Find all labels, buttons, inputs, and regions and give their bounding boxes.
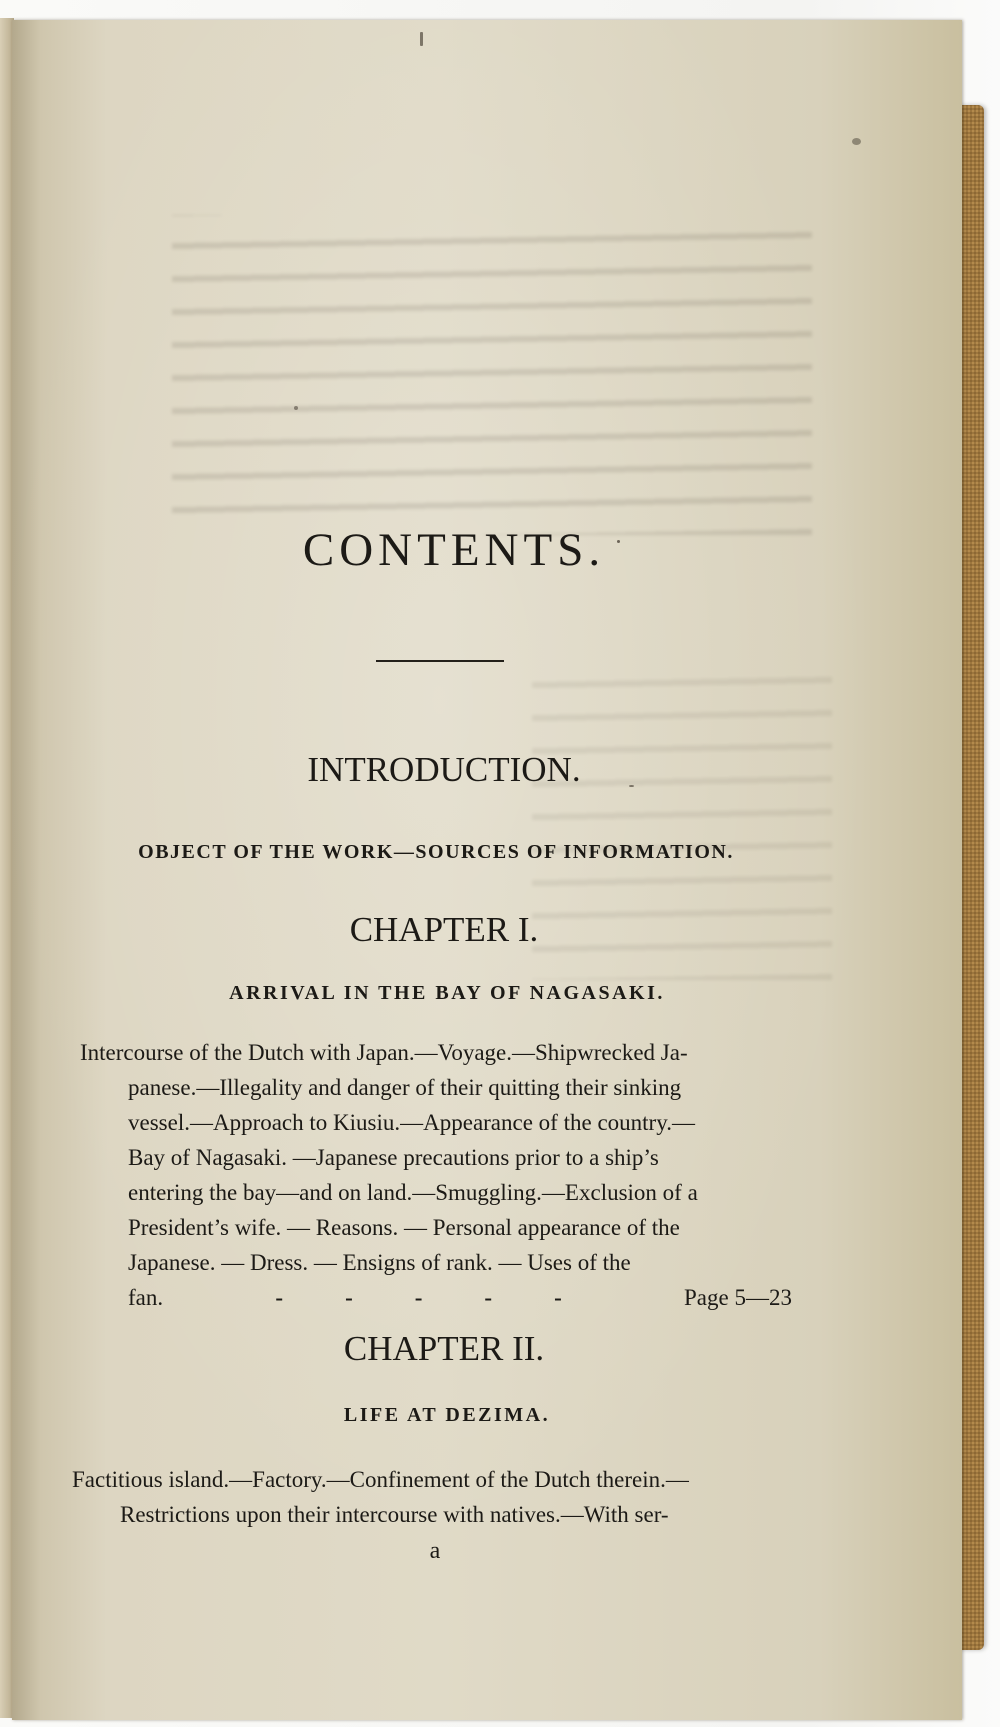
summary-line: Japanese. — Dress. — Ensigns of rank. — Uses of the bbox=[128, 1250, 631, 1275]
signature-mark: a bbox=[429, 1538, 441, 1564]
summary-line: Intercourse of the Dutch with Japan.—Voyage.—Shipwrecked Ja- bbox=[80, 1040, 688, 1065]
summary-line: Bay of Nagasaki. —Japanese precautions prior to a ship’s bbox=[128, 1145, 659, 1170]
paper-speck bbox=[852, 138, 861, 145]
summary-line: entering the bay—and on land.—Smuggling.—Exclusion of a bbox=[128, 1180, 698, 1205]
leader-dash: - bbox=[554, 1285, 562, 1310]
paper-speck bbox=[294, 406, 298, 410]
title-rule bbox=[376, 660, 504, 662]
chapter-2-summary bbox=[72, 1462, 792, 1532]
chapter-2-subheading: LIFE AT DEZIMA. bbox=[343, 1404, 551, 1426]
chapter-1-subheading: ARRIVAL IN THE BAY OF NAGASAKI. bbox=[229, 982, 665, 1004]
summary-last-line bbox=[80, 1280, 792, 1315]
bleed-through-texture bbox=[172, 215, 812, 535]
leader-dash: - bbox=[484, 1285, 493, 1310]
introduction-subheading: OBJECT OF THE WORK—SOURCES OF INFORMATION. bbox=[138, 841, 734, 863]
page-reference: Page 5—23 bbox=[684, 1285, 792, 1310]
chapter-1-heading: CHAPTER I. bbox=[349, 910, 539, 949]
leader-dash: - bbox=[345, 1285, 353, 1310]
chapter-2-heading: CHAPTER II. bbox=[343, 1329, 545, 1368]
summary-line: vessel.—Approach to Kiusiu.—Appearance of the country.— bbox=[128, 1110, 695, 1135]
chapter-1-summary bbox=[80, 1035, 792, 1315]
summary-line: Factitious island.—Factory.—Confinement of the Dutch therein.— bbox=[72, 1467, 689, 1492]
leader-dash: - bbox=[414, 1285, 423, 1310]
introduction-heading: INTRODUCTION. bbox=[307, 750, 581, 789]
dot-leaders bbox=[275, 1280, 561, 1315]
summary-line: President’s wife. — Reasons. — Personal appearance of the bbox=[128, 1215, 680, 1240]
summary-line: Restrictions upon their intercourse with natives.—With ser- bbox=[120, 1502, 669, 1527]
summary-line: fan. bbox=[128, 1285, 164, 1310]
paper-speck bbox=[420, 32, 423, 46]
leader-dash: - bbox=[275, 1285, 284, 1310]
summary-line: panese.—Illegality and danger of their quitting their sinking bbox=[128, 1075, 682, 1100]
book-page bbox=[12, 20, 962, 1720]
contents-title: CONTENTS. bbox=[302, 524, 606, 576]
